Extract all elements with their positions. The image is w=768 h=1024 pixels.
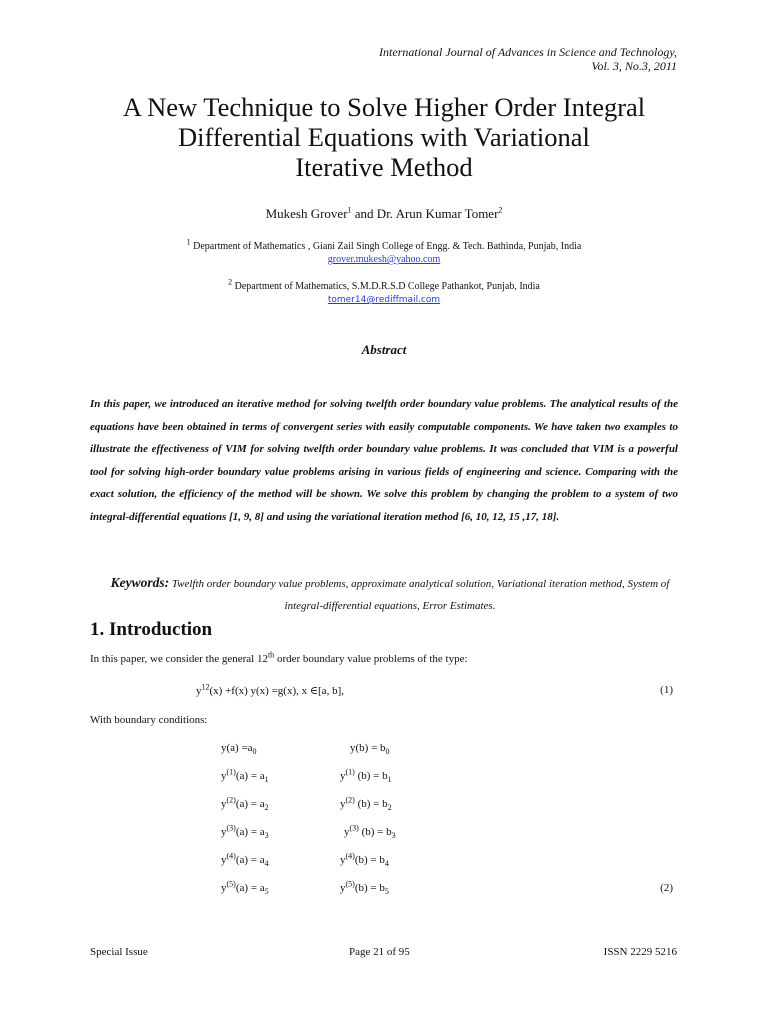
page-number: Page 21 of 95 — [349, 946, 410, 958]
affiliation — [90, 237, 678, 266]
boundary-condition-a: $y^{(1)}(a) = a_1$ — [221, 767, 269, 785]
intro-text: In this paper, we consider the general 12 — [90, 653, 268, 665]
author-name: and Dr. Arun Kumar Tomer — [351, 206, 499, 221]
boundary-condition-a: $y^{(3)}(a) = a_3$ — [221, 823, 269, 841]
equation-number: (1) — [660, 684, 673, 696]
equation-symbol: y — [196, 685, 202, 697]
boundary-condition-b: $y^{(1)}$ $(b) = b_1$ — [340, 767, 392, 785]
section-heading: 1. Introduction — [90, 619, 213, 640]
ordinal-suffix: th — [267, 650, 275, 660]
intro-text: order boundary value problems of the type: — [274, 653, 468, 665]
boundary-conditions-heading: With boundary conditions: — [90, 714, 208, 726]
author-list — [90, 206, 678, 222]
boundary-condition-b: $y^{(3)}$ $(b) = b_3$ — [344, 823, 396, 841]
boundary-condition-b: $y^{(4)}(b) = b_4$ — [340, 851, 389, 869]
journal-volume: Vol. 3, No.3, 2011 — [591, 59, 677, 73]
affiliation-marker: 2 — [228, 277, 233, 287]
boundary-condition-a: $y^{(4)}(a) = a_4$ — [221, 851, 269, 869]
footer-issue: Special Issue — [90, 946, 148, 958]
title-line: Differential Equations with Variational — [178, 122, 590, 152]
abstract-body: In this paper, we introduced an iterative method for solving twelfth order boundary value problems. The analytical results of the equations have been obtained in terms of convergent series with easily computable components. We have taken two examples to illustrate the effectiveness of VIM for solving twelfth order boundary value problems. It was concluded that VIM is a powerful tool for solving high-order boundary value problems arising in various fields of engineering and science. Comparing with the exact solution, the efficiency of the method will be shown. We solve this problem by changing the problem to a system of two integral-differential equations [1, 9, 8] and using the variational iteration method [6, 10, 12, 15 ,17, 18]. — [90, 398, 678, 523]
boundary-condition-a: $y^{(5)}(a) = a_5$ — [221, 879, 269, 897]
boundary-condition-b: $y^{(2)}$ $(b) = b_2$ — [340, 795, 392, 813]
equation-order: 12 — [201, 682, 210, 692]
boundary-condition-b: $y(b) = b_0$ — [350, 742, 390, 757]
email-link[interactable]: tomer14@rediffmail.com — [327, 295, 441, 305]
affiliation-text: Department of Mathematics, S.M.D.R.S.D College Pathankot, Punjab, India — [232, 281, 540, 292]
footer-issn: ISSN 2229 5216 — [603, 946, 677, 958]
boundary-condition-a: $y^{(2)}(a) = a_2$ — [221, 795, 269, 813]
title-line: Iterative Method — [295, 152, 473, 182]
affiliation-marker: 1 — [186, 237, 191, 247]
intro-paragraph — [90, 650, 468, 665]
journal-name: International Journal of Advances in Science and Technology, — [379, 45, 677, 59]
affiliation-text: Department of Mathematics , Giani Zail Singh College of Engg. & Tech. Bathinda, Punjab, India — [190, 241, 582, 252]
affiliation — [90, 277, 678, 307]
journal-header — [379, 45, 677, 73]
author-name: Mukesh Grover — [265, 206, 348, 221]
equation-1 — [196, 684, 344, 697]
equation-number: (2) — [660, 882, 673, 894]
keywords-label: Keywords: — [110, 575, 170, 590]
keywords-section — [110, 572, 670, 617]
keywords-text: Twelfth order boundary value problems, approximate analytical solution, Variational iteration method, System of integral-differential equations, Error Estimates. — [169, 578, 670, 612]
email-link[interactable]: grover.mukesh@yahoo.com — [327, 254, 441, 265]
equation-body: (x) +f(x) y(x) =g(x), x ∈[a, b], — [209, 685, 344, 697]
author-affiliation-marker: 2 — [498, 205, 503, 215]
boundary-condition-a: $y(a) =a_0$ — [221, 742, 257, 757]
boundary-condition-b: $y^{(5)}(b) = b_5$ — [340, 879, 389, 897]
paper-title — [90, 92, 678, 182]
abstract-heading: Abstract — [361, 342, 407, 357]
title-line: A New Technique to Solve Higher Order Integral — [122, 92, 646, 122]
author-affiliation-marker: 1 — [347, 205, 352, 215]
